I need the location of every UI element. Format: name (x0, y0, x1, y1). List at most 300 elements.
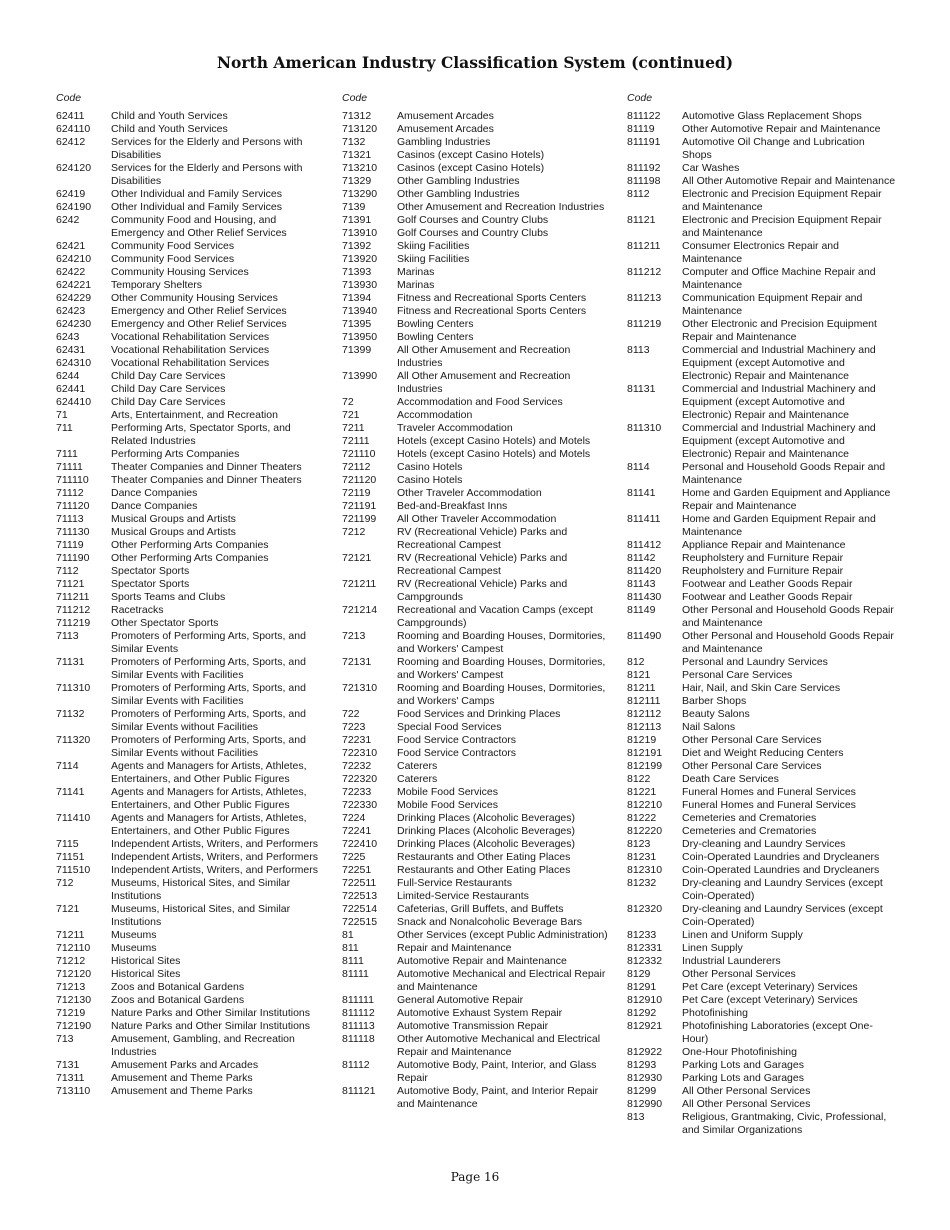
naics-code: 713990 (342, 370, 378, 382)
naics-row (342, 396, 610, 409)
naics-code: 624110 (56, 123, 91, 135)
naics-description: Funeral Homes and Funeral Services (682, 799, 856, 811)
naics-description: Dry-cleaning and Laundry Services (682, 838, 846, 850)
naics-row (627, 695, 897, 708)
naics-code: 81293 (627, 1059, 657, 1071)
naics-code: 7112 (56, 565, 79, 577)
naics-row (56, 864, 318, 877)
naics-code: 81221 (627, 786, 657, 798)
code-column-2 (342, 92, 610, 1111)
naics-row (56, 708, 318, 734)
naics-code: 811219 (627, 318, 662, 330)
naics-code: 81299 (627, 1085, 657, 1097)
naics-code: 722310 (342, 747, 378, 759)
naics-description: Skiing Facilities (397, 240, 470, 252)
naics-description: Emergency and Other Relief Services (111, 318, 287, 330)
naics-description: Agents and Managers for Artists, Athletes, Entertainers, and Other Public Figures (111, 760, 307, 785)
naics-code: 811420 (627, 565, 662, 577)
naics-code: 81233 (627, 929, 657, 941)
naics-code: 71392 (342, 240, 372, 252)
naics-row (342, 279, 610, 292)
code-column-3 (627, 92, 897, 1137)
naics-row (56, 487, 318, 500)
naics-code: 71399 (342, 344, 372, 356)
naics-row (627, 461, 897, 487)
naics-description: Parking Lots and Garages (682, 1059, 804, 1071)
naics-description: Vocational Rehabilitation Services (111, 344, 270, 356)
naics-code: 624229 (56, 292, 92, 304)
naics-description: Cemeteries and Crematories (682, 825, 817, 837)
naics-row (627, 136, 897, 162)
naics-code: 713930 (342, 279, 378, 291)
naics-description: Limited-Service Restaurants (397, 890, 529, 902)
naics-description: Independent Artists, Writers, and Performers (111, 838, 318, 850)
naics-code: 72241 (342, 825, 372, 837)
naics-description: Other Spectator Sports (111, 617, 219, 629)
naics-row (627, 838, 897, 851)
naics-row (342, 318, 610, 331)
naics-code: 7114 (56, 760, 79, 772)
naics-description: Accommodation (397, 409, 473, 421)
naics-code: 71111 (56, 461, 83, 473)
naics-code: 811113 (342, 1020, 375, 1032)
naics-code: 81292 (627, 1007, 657, 1019)
naics-description: Personal and Laundry Services (682, 656, 828, 668)
naics-row (342, 799, 610, 812)
page-number: Page 16 (450, 1170, 500, 1184)
naics-code: 812922 (627, 1046, 663, 1058)
naics-description: Golf Courses and Country Clubs (397, 227, 549, 239)
naics-description: Photofinishing (682, 1007, 748, 1019)
naics-row (627, 318, 897, 344)
naics-description: Automotive Transmission Repair (397, 1020, 549, 1032)
naics-row (627, 825, 897, 838)
naics-description: Commercial and Industrial Machinery and Equipment (except Automotive and Electronic) Repair and Maintenance (682, 344, 876, 382)
naics-code: 81112 (342, 1059, 370, 1071)
naics-row (627, 877, 897, 903)
naics-description: Other Amusement and Recreation Industries (397, 201, 605, 213)
naics-row (627, 1059, 897, 1072)
naics-row (342, 149, 610, 162)
naics-description: Automotive Mechanical and Electrical Repair and Maintenance (397, 968, 606, 993)
naics-code: 811191 (627, 136, 661, 148)
naics-description: Other Personal Care Services (682, 734, 822, 746)
naics-row (627, 630, 897, 656)
naics-code: 81119 (627, 123, 655, 135)
naics-code: 72131 (342, 656, 372, 668)
naics-description: Dry-cleaning and Laundry Services (except Coin-Operated) (682, 903, 883, 928)
naics-code: 8123 (627, 838, 651, 850)
naics-description: Other Services (except Public Administration) (397, 929, 608, 941)
naics-description: Beauty Salons (682, 708, 750, 720)
naics-code: 722514 (342, 903, 378, 915)
naics-code: 711410 (56, 812, 91, 824)
naics-description: Hair, Nail, and Skin Care Services (682, 682, 841, 694)
naics-description: Home and Garden Equipment Repair and Maintenance (682, 513, 876, 538)
naics-code: 811122 (627, 110, 661, 122)
naics-description: Zoos and Botanical Gardens (111, 994, 245, 1006)
naics-description: All Other Automotive Repair and Maintenance (682, 175, 896, 187)
naics-description: Agents and Managers for Artists, Athletes, Entertainers, and Other Public Figures (111, 786, 307, 811)
naics-code: 72233 (342, 786, 372, 798)
naics-code: 721110 (342, 448, 376, 460)
naics-row (56, 955, 318, 968)
naics-row (627, 1072, 897, 1085)
naics-description: Cemeteries and Crematories (682, 812, 817, 824)
naics-code: 812990 (627, 1098, 663, 1110)
naics-code: 711 (56, 422, 73, 434)
naics-description: Electronic and Precision Equipment Repair and Maintenance (682, 188, 882, 213)
naics-row (627, 539, 897, 552)
naics-code: 71393 (342, 266, 372, 278)
naics-row (56, 240, 318, 253)
naics-row (56, 188, 318, 201)
naics-row (342, 1020, 610, 1033)
naics-description: Casinos (except Casino Hotels) (397, 162, 545, 174)
naics-description: Child and Youth Services (111, 123, 228, 135)
naics-code: 7115 (56, 838, 79, 850)
naics-description: Cafeterias, Grill Buffets, and Buffets (397, 903, 564, 915)
naics-row (342, 1033, 610, 1059)
naics-description: Services for the Elderly and Persons with Disabilities (111, 136, 303, 161)
naics-code: 72112 (342, 461, 371, 473)
naics-description: Other Community Housing Services (111, 292, 278, 304)
naics-row (342, 487, 610, 500)
naics-description: Marinas (397, 279, 435, 291)
naics-row (56, 604, 318, 617)
naics-row (56, 344, 318, 357)
naics-row (342, 604, 610, 630)
naics-description: Amusement and Theme Parks (111, 1085, 253, 1097)
naics-row (56, 760, 318, 786)
naics-description: Communication Equipment Repair and Maintenance (682, 292, 863, 317)
naics-code: 711110 (56, 474, 89, 486)
naics-description: Community Food Services (111, 253, 235, 265)
naics-code: 713210 (342, 162, 378, 174)
naics-code: 812191 (627, 747, 663, 759)
naics-row (342, 214, 610, 227)
naics-row (56, 422, 318, 448)
naics-description: Musical Groups and Artists (111, 513, 236, 525)
naics-row (627, 487, 897, 513)
naics-code: 71312 (342, 110, 372, 122)
naics-code: 811212 (627, 266, 662, 278)
naics-description: Community Food and Housing, and Emergency and Other Relief Services (111, 214, 287, 239)
naics-code: 81211 (627, 682, 656, 694)
naics-code: 6243 (56, 331, 80, 343)
naics-code: 8113 (627, 344, 650, 356)
naics-description: Performing Arts Companies (111, 448, 240, 460)
naics-row (342, 253, 610, 266)
naics-row (342, 656, 610, 682)
naics-code: 712 (56, 877, 74, 889)
naics-code: 812921 (627, 1020, 663, 1032)
naics-code: 812113 (627, 721, 662, 733)
naics-row (342, 864, 610, 877)
naics-description: Other Personal Services (682, 968, 796, 980)
naics-description: Industrial Launderers (682, 955, 781, 967)
naics-code: 8129 (627, 968, 651, 980)
naics-row (342, 1085, 610, 1111)
naics-description: Snack and Nonalcoholic Beverage Bars (397, 916, 583, 928)
naics-row (342, 578, 610, 604)
naics-description: Dry-cleaning and Laundry Services (except Coin-Operated) (682, 877, 883, 902)
naics-description: Museums (111, 942, 157, 954)
naics-code: 7111 (56, 448, 78, 460)
naics-code: 711211 (56, 591, 90, 603)
naics-description: Marinas (397, 266, 435, 278)
naics-description: Hotels (except Casino Hotels) and Motels (397, 448, 591, 460)
naics-code: 624210 (56, 253, 92, 265)
naics-code: 811411 (627, 513, 661, 525)
naics-row (56, 734, 318, 760)
naics-description: Automotive Repair and Maintenance (397, 955, 567, 967)
naics-description: Death Care Services (682, 773, 779, 785)
naics-row (56, 1007, 318, 1020)
naics-row (56, 1072, 318, 1085)
naics-row (627, 383, 897, 422)
naics-row (342, 877, 610, 890)
naics-description: Automotive Body, Paint, Interior, and Glass Repair (397, 1059, 597, 1084)
naics-description: Nature Parks and Other Similar Institutions (111, 1007, 310, 1019)
naics-row (342, 760, 610, 773)
naics-row (342, 812, 610, 825)
naics-row (342, 162, 610, 175)
naics-row (342, 175, 610, 188)
naics-row (56, 1033, 318, 1059)
naics-description: RV (Recreational Vehicle) Parks and Campgrounds (397, 578, 568, 603)
naics-row (627, 747, 897, 760)
naics-description: RV (Recreational Vehicle) Parks and Recreational Campest (397, 552, 568, 577)
naics-row (627, 942, 897, 955)
naics-code: 811213 (627, 292, 662, 304)
naics-code: 711130 (56, 526, 90, 538)
naics-code: 72119 (342, 487, 371, 499)
naics-code: 7139 (342, 201, 366, 213)
naics-description: Theater Companies and Dinner Theaters (111, 461, 302, 473)
naics-row (342, 370, 610, 396)
naics-code: 62423 (56, 305, 86, 317)
naics-code: 811430 (627, 591, 662, 603)
naics-code: 812320 (627, 903, 663, 915)
naics-row (56, 500, 318, 513)
naics-code: 71394 (342, 292, 372, 304)
naics-code: 8112 (627, 188, 650, 200)
naics-code: 71112 (56, 487, 84, 499)
naics-row (627, 682, 897, 695)
naics-description: Museums (111, 929, 157, 941)
naics-row (56, 656, 318, 682)
naics-description: Mobile Food Services (397, 799, 498, 811)
naics-code: 81141 (627, 487, 656, 499)
naics-code: 813 (627, 1111, 645, 1123)
naics-description: Sports Teams and Clubs (111, 591, 226, 603)
naics-code: 722410 (342, 838, 378, 850)
naics-code: 721211 (342, 578, 377, 590)
naics-row (56, 214, 318, 240)
naics-row (56, 1085, 318, 1098)
naics-row (56, 409, 318, 422)
naics-code: 71151 (56, 851, 85, 863)
naics-row (342, 331, 610, 344)
naics-description: Vocational Rehabilitation Services (111, 357, 270, 369)
naics-description: Fitness and Recreational Sports Centers (397, 305, 587, 317)
naics-code: 8114 (627, 461, 650, 473)
naics-description: Footwear and Leather Goods Repair (682, 578, 853, 590)
naics-row (342, 344, 610, 370)
naics-description: Emergency and Other Relief Services (111, 305, 287, 317)
naics-code: 811192 (627, 162, 661, 174)
naics-row (627, 721, 897, 734)
naics-code: 713920 (342, 253, 378, 265)
naics-code: 71131 (56, 656, 85, 668)
naics-row (627, 604, 897, 630)
naics-row (56, 448, 318, 461)
naics-row (627, 1085, 897, 1098)
naics-row (627, 266, 897, 292)
naics-code: 721120 (342, 474, 377, 486)
naics-description: Traveler Accommodation (397, 422, 513, 434)
naics-code: 711510 (56, 864, 91, 876)
naics-code: 71329 (342, 175, 372, 187)
naics-description: Dance Companies (111, 487, 198, 499)
naics-description: Amusement Arcades (397, 110, 494, 122)
naics-row (627, 734, 897, 747)
naics-description: Caterers (397, 773, 438, 785)
naics-row (342, 409, 610, 422)
naics-description: Funeral Homes and Funeral Services (682, 786, 856, 798)
naics-row (627, 955, 897, 968)
naics-code: 72231 (342, 734, 372, 746)
naics-code: 812210 (627, 799, 663, 811)
naics-code: 71 (56, 409, 68, 421)
naics-row (342, 708, 610, 721)
naics-description: Promoters of Performing Arts, Sports, and Similar Events (111, 630, 306, 655)
naics-row (56, 474, 318, 487)
naics-code: 812332 (627, 955, 663, 967)
naics-row (342, 890, 610, 903)
naics-description: Full-Service Restaurants (397, 877, 512, 889)
naics-description: Drinking Places (Alcoholic Beverages) (397, 825, 575, 837)
naics-row (627, 669, 897, 682)
naics-code: 722320 (342, 773, 378, 785)
naics-row (627, 565, 897, 578)
naics-row (56, 370, 318, 383)
naics-code: 811412 (627, 539, 662, 551)
naics-row (56, 357, 318, 370)
naics-code: 624190 (56, 201, 92, 213)
naics-code: 62411 (56, 110, 85, 122)
naics-description: Restaurants and Other Eating Places (397, 851, 571, 863)
naics-description: Pet Care (except Veterinary) Services (682, 994, 858, 1006)
naics-row (342, 240, 610, 253)
naics-description: Promoters of Performing Arts, Sports, and Similar Events without Facilities (111, 708, 306, 733)
naics-description: Food Service Contractors (397, 747, 517, 759)
naics-row (342, 747, 610, 760)
naics-row (342, 773, 610, 786)
naics-row (342, 552, 610, 578)
naics-description: All Other Amusement and Recreation Industries (397, 344, 571, 369)
naics-row (627, 851, 897, 864)
naics-code: 811198 (627, 175, 661, 187)
naics-description: Other Performing Arts Companies (111, 539, 269, 551)
naics-row (627, 591, 897, 604)
naics-code: 81222 (627, 812, 657, 824)
naics-description: Amusement Arcades (397, 123, 494, 135)
naics-row (342, 292, 610, 305)
naics-row (56, 396, 318, 409)
naics-description: Coin-Operated Laundries and Drycleaners (682, 864, 880, 876)
naics-row (627, 994, 897, 1007)
naics-code: 62431 (56, 344, 86, 356)
naics-row (342, 461, 610, 474)
naics-code: 712190 (56, 1020, 92, 1032)
naics-row (56, 929, 318, 942)
naics-description: Rooming and Boarding Houses, Dormitories, and Workers' Camps (397, 682, 606, 707)
naics-row (342, 448, 610, 461)
naics-code: 712130 (56, 994, 92, 1006)
naics-row (56, 136, 318, 162)
naics-row (342, 1059, 610, 1085)
naics-description: Other Individual and Family Services (111, 188, 282, 200)
naics-row (56, 318, 318, 331)
naics-code: 713940 (342, 305, 378, 317)
naics-row (56, 123, 318, 136)
naics-code: 812930 (627, 1072, 663, 1084)
naics-description: Dance Companies (111, 500, 198, 512)
naics-description: Temporary Shelters (111, 279, 203, 291)
naics-row (56, 565, 318, 578)
naics-row (56, 812, 318, 838)
naics-description: Accommodation and Food Services (397, 396, 563, 408)
naics-row (627, 799, 897, 812)
naics-description: Special Food Services (397, 721, 502, 733)
naics-row (56, 591, 318, 604)
naics-description: Hotels (except Casino Hotels) and Motels (397, 435, 591, 447)
naics-description: Casinos (except Casino Hotels) (397, 149, 545, 161)
naics-code: 71212 (56, 955, 86, 967)
naics-code: 811211 (627, 240, 661, 252)
naics-code: 811310 (627, 422, 662, 434)
naics-description: Drinking Places (Alcoholic Beverages) (397, 812, 575, 824)
naics-description: Personal and Household Goods Repair and Maintenance (682, 461, 886, 486)
naics-code: 7121 (56, 903, 80, 915)
naics-code: 711219 (56, 617, 91, 629)
naics-description: Automotive Oil Change and Lubrication Shops (682, 136, 865, 161)
naics-code: 713 (56, 1033, 74, 1045)
naics-row (627, 344, 897, 383)
naics-row (342, 513, 610, 526)
naics-row (627, 1020, 897, 1046)
naics-code: 722515 (342, 916, 378, 928)
naics-row (56, 1059, 318, 1072)
naics-code: 722511 (342, 877, 377, 889)
naics-row (627, 903, 897, 929)
naics-code: 722330 (342, 799, 378, 811)
naics-row (627, 656, 897, 669)
code-column-1 (56, 92, 318, 1098)
naics-code: 624310 (56, 357, 92, 369)
naics-code: 713950 (342, 331, 378, 343)
naics-row (342, 266, 610, 279)
naics-code: 811121 (342, 1085, 376, 1097)
naics-code: 71395 (342, 318, 372, 330)
naics-description: Museums, Historical Sites, and Similar Institutions (111, 903, 291, 928)
naics-row (56, 513, 318, 526)
naics-row (342, 838, 610, 851)
naics-description: Mobile Food Services (397, 786, 498, 798)
code-header: Code (342, 92, 368, 104)
